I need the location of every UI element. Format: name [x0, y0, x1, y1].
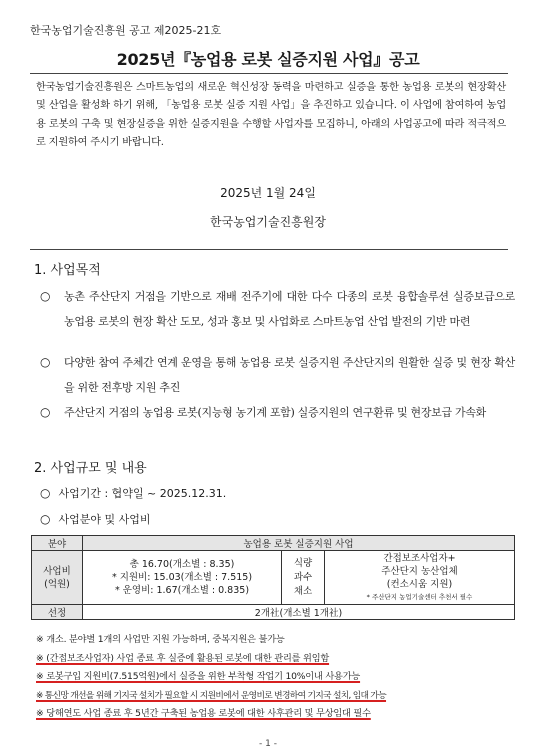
- budget-breakdown-cell: [83, 551, 282, 605]
- intro-organization: 한국농업기술진흥원장: [210, 215, 326, 229]
- operator-note: * 주산단지 농업기술센터 추천서 필수: [366, 592, 473, 601]
- note-item: ※ 개소. 분야별 1개의 사업만 지원 가능하며, 중복지원은 불가능: [36, 634, 285, 645]
- circle-bullet-icon: ○: [40, 289, 51, 303]
- purpose-bullet-text: 주산단지 거점의 농업용 로봇(지능형 농기계 포함) 실증지원의 연구환류 및 현장보급 가속화: [64, 406, 487, 419]
- intro-paragraph: 한국농업기술진흥원은 스마트농업의 새로운 혁신성장 동력을 마련하고 실증을 통한 농업용 로봇의 현장확산 및 산업을 활성화 하기 위해, 「농업용 로봇 실증 지원 사업」을 추진하고 있습니다. 이 사업에 참여하여 농업용 로봇의 구축 및 현장실증을 위한 실증지원을 수행할 사업자를 모집하니, 아래의 사업공고에 따라 적극적으로 지원하여 주시기 바랍니다.: [36, 82, 506, 148]
- budget-row-label: 사업비 (억원): [32, 551, 83, 605]
- note-item: ※ (간접보조사업자) 사업 종료 후 실증에 활용된 로봇에 대한 관리를 위임함: [36, 652, 330, 664]
- budget-item-text: 사업분야 및 사업비: [58, 513, 151, 526]
- announcement-number: 한국농업기술진흥원 공고 제2025-21호: [30, 24, 222, 37]
- intro-date: 2025년 1월 24일: [220, 186, 316, 200]
- selection-row-label: 선정: [32, 605, 83, 620]
- selection-value: 2개社(개소별 1개社): [83, 605, 515, 620]
- table-header-program: 농업용 로봇 실증지원 사업: [83, 536, 515, 551]
- note-item: ※ 통신망 개선을 위해 기지국 설치가 필요할 시 지원비에서 운영비로 변경하여 기지국 설치, 임대 가능: [36, 690, 387, 701]
- period-item: [40, 485, 226, 501]
- section-2-title: 2. 사업규모 및 내용: [34, 461, 147, 476]
- note-item: ※ 당해연도 사업 종료 후 5년간 구축된 농업용 로봇에 대한 사후관리 및 무상임대 필수: [36, 708, 371, 719]
- purpose-bullet-3: [40, 400, 515, 425]
- purpose-bullet-1: [40, 284, 515, 334]
- circle-bullet-icon: ○: [40, 355, 51, 369]
- budget-support: * 지원비: 15.03(개소별 : 7.515): [111, 572, 253, 583]
- budget-operation: * 운영비: 1.67(개소별 : 0.835): [114, 585, 250, 596]
- page-number: - 1 -: [259, 739, 277, 749]
- purpose-bullet-text: 농촌 주산단지 거점을 기반으로 재배 전주기에 대한 다수 다종의 로봇 융합솔루션 실증보급으로 농업용 로봇의 현장 확산 도모, 성과 홍보 및 사업화로 스마트농업 산업 발전의 기반 마련: [64, 290, 515, 328]
- section-1-title: 1. 사업목적: [34, 263, 101, 278]
- circle-bullet-icon: ○: [40, 405, 51, 419]
- operator-cell: [325, 551, 515, 605]
- crop-category-cell: 식량 과수 채소: [282, 551, 325, 605]
- notes-list: [36, 631, 516, 724]
- budget-item: [40, 511, 151, 527]
- circle-bullet-icon: ○: [40, 486, 51, 500]
- table-header-field: 분야: [32, 536, 83, 551]
- period-text: 사업기간 : 협약일 ~ 2025.12.31.: [58, 487, 227, 500]
- purpose-bullet-text: 다양한 참여 주체간 연계 운영을 통해 농업용 로봇 실증지원 주산단지의 원활한 실증 및 현장 확산을 위한 전후방 지원 추진: [64, 356, 515, 394]
- note-item: ※ 로봇구입 지원비(7.515억원)에서 실증을 위한 부착형 작업기 10%이내 사용가능: [36, 671, 361, 682]
- budget-total: 총 16.70(개소별 : 8.35): [129, 559, 235, 570]
- budget-table: [31, 535, 515, 620]
- circle-bullet-icon: ○: [40, 512, 51, 526]
- purpose-bullet-2: [40, 350, 515, 400]
- document-title: 2025년『농업용 로봇 실증지원 사업』공고: [116, 50, 420, 69]
- operator-title: 간접보조사업자+ 주산단지 농산업체 (컨소시움 지원): [381, 552, 458, 590]
